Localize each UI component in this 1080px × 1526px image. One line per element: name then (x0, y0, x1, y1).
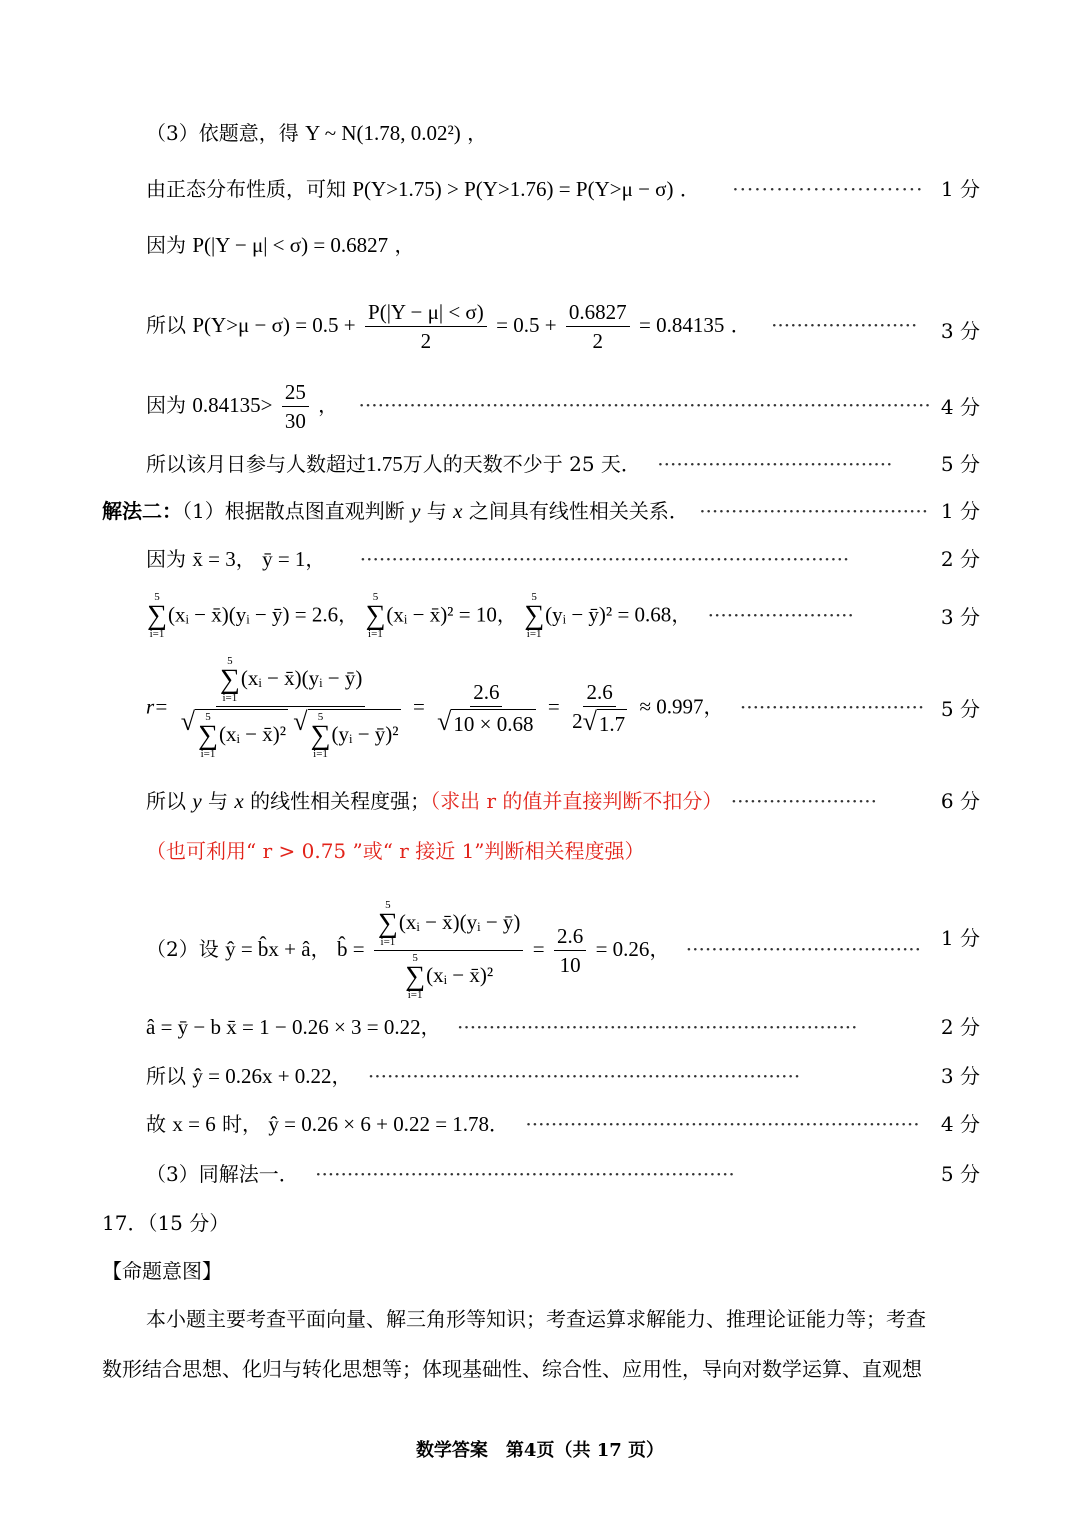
math-expr: 0.84135> (192, 393, 273, 417)
sigma-top: 5 (317, 711, 324, 723)
text: 万人的天数不少于 25 天． (402, 452, 641, 476)
method-heading: 解法二： (102, 499, 182, 523)
denominator: 2 (592, 329, 604, 353)
text: （2）设 (146, 937, 219, 961)
text: 因为 (146, 547, 186, 571)
line-probability-calc (146, 300, 917, 353)
line-conclusion (146, 451, 893, 477)
denominator (569, 707, 630, 737)
sigma-icon: ∑ (219, 664, 240, 695)
math-term: (xᵢ − x̄)² (426, 962, 494, 987)
question-number: 17．（15 分） (102, 1211, 230, 1235)
text: 的线性相关程度强； (250, 789, 431, 813)
var-y: y (192, 789, 202, 813)
sigma-top: 5 (372, 591, 379, 603)
sigma-bottom: i=1 (222, 692, 238, 704)
sqrt-argument: 1.7 (597, 709, 627, 736)
paragraph-line: 本小题主要考查平面向量、解三角形等知识；考查运算求解能力、推理论证能力等；考查 (146, 1307, 926, 1331)
sigma-top: 5 (531, 591, 537, 603)
dot-leader: ····································· (657, 452, 893, 476)
numerator: 2.6 (583, 680, 615, 707)
sigma-bottom: i=1 (380, 936, 396, 948)
text: 与 (426, 499, 447, 523)
text: 所以 (146, 789, 186, 813)
math-x: x = 6 (172, 1112, 216, 1136)
dot-leader: ············································································· (359, 547, 850, 571)
line-correlation (146, 656, 924, 760)
score: 1 分 (940, 926, 980, 950)
text: 所以 (146, 313, 186, 337)
score: 4 分 (940, 395, 980, 419)
text: 因为 (146, 393, 186, 417)
score: 2 分 (940, 547, 980, 571)
line-method-two (102, 498, 928, 524)
sigma-sum (147, 592, 167, 640)
sigma-bottom: i=1 (313, 748, 328, 760)
punct: ． (489, 1112, 510, 1136)
text: （3）依题意，得 (146, 121, 299, 145)
numerator: 25 (282, 380, 309, 407)
sqrt-icon: √ (582, 707, 597, 737)
math-sum: (xᵢ − x̄)(yᵢ − ȳ) = 2.6 (167, 602, 339, 627)
math-expr: = 0.5 + (496, 313, 557, 337)
dot-leader: ·························· (732, 177, 924, 201)
line-alternate-note (146, 838, 645, 864)
dot-leader: ····································· (685, 937, 922, 961)
sigma-icon: ∑ (377, 908, 398, 939)
punct: ， (338, 602, 359, 627)
sigma-icon: ∑ (310, 720, 331, 751)
punct: ， (496, 602, 517, 627)
punct: ， (318, 393, 339, 417)
punct: ． (679, 177, 700, 201)
line-means (146, 546, 849, 572)
punct: ， (649, 937, 670, 961)
score: 3 分 (940, 605, 980, 629)
math-sum: (yᵢ − ȳ)² = 0.68 (545, 602, 672, 627)
math-xbar: x̄ = 3 (192, 547, 236, 571)
sqrt-argument (308, 709, 401, 760)
dot-leader: ···································· (699, 499, 929, 523)
score: 4 分 (940, 1112, 980, 1136)
punct: ， (235, 547, 256, 571)
text: 所以 (146, 1064, 186, 1088)
line-regression-slope (146, 900, 921, 1001)
text: 由正态分布性质，可知 (146, 177, 346, 201)
text: 因为 (146, 233, 186, 257)
math-probability: P(Y>1.75) > P(Y>1.76) = P(Y>μ − σ) (352, 177, 674, 201)
line-same-as-method-one (146, 1161, 735, 1187)
math-expr: = 0.84135 (639, 313, 725, 337)
fraction-r (178, 656, 404, 760)
math-bhat: b̂ = (336, 937, 365, 961)
dot-leader: ····························· (739, 694, 925, 719)
text: 之间具有线性相关关系． (468, 499, 689, 523)
punct: ， (310, 937, 331, 961)
sigma-icon: ∑ (524, 600, 545, 631)
text: （3）同解法一． (146, 1162, 299, 1186)
math-term: (xᵢ − x̄)² (218, 721, 287, 746)
punct: ， (305, 547, 326, 571)
denominator: 10 (559, 953, 581, 977)
line-sums (146, 592, 854, 640)
sigma-sum (198, 712, 218, 760)
line-prediction (146, 1111, 920, 1137)
sqrt (583, 709, 628, 736)
sqrt-icon: √ (180, 707, 195, 736)
sigma-sum (220, 656, 240, 704)
sigma-bottom: i=1 (149, 628, 165, 640)
score: 5 分 (940, 452, 980, 476)
dot-leader: ······························································ (525, 1112, 920, 1136)
sqrt (293, 709, 400, 760)
dot-leader: ······················· (707, 602, 854, 627)
sqrt-icon: √ (437, 707, 452, 737)
var-x: x (234, 789, 244, 813)
math-intercept: â = ȳ − b x̄ = 1 − 0.26 × 3 = 0.22 (146, 1015, 421, 1039)
math-model: ŷ = b̂x + â (225, 937, 311, 961)
line-normal-distribution (146, 120, 487, 146)
math-result: = 0.26 (595, 937, 650, 961)
line-correlation-strong (146, 788, 877, 814)
math-sum: (xᵢ − x̄)² = 10 (386, 602, 497, 627)
sqrt (437, 709, 535, 736)
denominator (434, 707, 538, 737)
sigma-bottom: i=1 (407, 989, 423, 1001)
numerator: P(|Y − μ| < σ) (365, 300, 487, 327)
sigma-sum (365, 592, 385, 640)
sqrt-icon: √ (293, 707, 308, 736)
sqrt-argument (195, 709, 288, 760)
grading-note: （也可利用“ r > 0.75 ”或“ r 接近 1”判断相关程度强） (146, 839, 645, 863)
sqrt-argument: 10 × 0.68 (451, 709, 535, 736)
sigma-bottom: i=1 (368, 628, 383, 640)
line-normal-property (146, 176, 924, 202)
numerator: 2.6 (554, 924, 586, 951)
math-equation: ŷ = 0.26x + 0.22 (192, 1064, 332, 1088)
punct: ， (420, 1015, 441, 1039)
line-sigma-prob (146, 232, 415, 258)
fraction (566, 300, 630, 353)
line-intercept (146, 1014, 858, 1040)
var-y: y (411, 499, 421, 523)
var-x: x (453, 499, 463, 523)
sigma-bottom: i=1 (200, 748, 216, 760)
score: 1 分 (940, 499, 980, 523)
denominator: 2 (420, 329, 432, 353)
math-normal: Y ~ N(1.78, 0.02²) (305, 121, 461, 145)
line-compare (146, 380, 931, 433)
sigma-sum (378, 900, 398, 948)
score: 3 分 (940, 1064, 980, 1088)
sigma-top: 5 (205, 711, 211, 723)
math-term: (xᵢ − x̄)(yᵢ − ȳ) (240, 665, 363, 690)
math-result: ≈ 0.997 (639, 694, 704, 719)
math-ybar: ȳ = 1 (262, 547, 306, 571)
fraction-b (374, 900, 524, 1001)
text: 故 (146, 1112, 166, 1136)
sigma-sum (405, 953, 425, 1001)
punct: ， (331, 1064, 352, 1088)
dot-leader: ······························································· (457, 1015, 858, 1039)
dot-leader: ·························································································· (358, 393, 931, 417)
score: 2 分 (940, 1015, 980, 1039)
page-footer: 数学答案 第4页（共 17 页） (415, 1440, 665, 1461)
score: 5 分 (940, 697, 980, 721)
grading-note: （求出 r 的值并直接判断不扣分） (430, 789, 723, 813)
sigma-sum (311, 712, 331, 760)
text: 时， (222, 1112, 263, 1136)
math-number: 1.75 (366, 452, 403, 476)
text: （1）根据散点图直观判断 (182, 499, 405, 523)
denominator: 30 (284, 409, 306, 433)
sigma-bottom: i=1 (526, 628, 542, 640)
coefficient: 2 (572, 708, 583, 733)
dot-leader: ······················· (771, 313, 918, 337)
score: 5 分 (940, 1162, 980, 1186)
score: 3 分 (940, 319, 980, 343)
punct: ， (394, 233, 415, 257)
numerator: 0.6827 (566, 300, 630, 327)
score: 6 分 (940, 789, 980, 813)
sigma-top: 5 (154, 591, 160, 603)
paragraph-line: 数形结合思想、化归与转化思想等；体现基础性、综合性、应用性，导向对数学运算、直观想 (102, 1357, 922, 1381)
dot-leader: ·································································· (315, 1162, 735, 1186)
sigma-sum (524, 592, 544, 640)
punct: ， (671, 602, 692, 627)
var-r: r= (146, 694, 169, 719)
numerator: 2.6 (470, 680, 502, 707)
sigma-icon: ∑ (365, 600, 386, 631)
numerator (374, 900, 524, 951)
sigma-top: 5 (227, 655, 233, 667)
math-expr: P(Y>μ − σ) = 0.5 + (192, 313, 356, 337)
fraction (365, 300, 487, 353)
equals: = (412, 694, 425, 719)
score: 1 分 (940, 177, 980, 201)
dot-leader: ······················· (730, 789, 877, 813)
punct: ， (703, 694, 724, 719)
sigma-icon: ∑ (405, 961, 426, 992)
text: 所以该月日参与人数超过 (146, 452, 366, 476)
numerator (216, 656, 366, 707)
denominator (178, 707, 404, 760)
line-regression-equation (146, 1063, 800, 1089)
sigma-icon: ∑ (197, 720, 218, 751)
sqrt (181, 709, 288, 760)
fraction (434, 680, 538, 737)
sigma-top: 5 (385, 899, 391, 911)
fraction (569, 680, 630, 737)
text: 与 (208, 789, 229, 813)
equals: = (532, 937, 545, 961)
math-prediction: ŷ = 0.26 × 6 + 0.22 = 1.78 (268, 1112, 490, 1136)
math-term: (xᵢ − x̄)(yᵢ − ȳ) (398, 909, 521, 934)
math-probability: P(|Y − μ| < σ) = 0.6827 (192, 233, 389, 257)
dot-leader: ···································································· (367, 1064, 801, 1088)
fraction (282, 380, 309, 433)
section-heading: 【命题意图】 (102, 1259, 222, 1283)
sigma-top: 5 (412, 952, 418, 964)
punct: ． (730, 313, 751, 337)
equals: = (547, 694, 560, 719)
punct: ， (467, 121, 488, 145)
sigma-icon: ∑ (147, 600, 167, 631)
fraction (554, 924, 586, 977)
denominator (401, 951, 496, 1001)
math-term: (yᵢ − ȳ)² (331, 721, 399, 746)
